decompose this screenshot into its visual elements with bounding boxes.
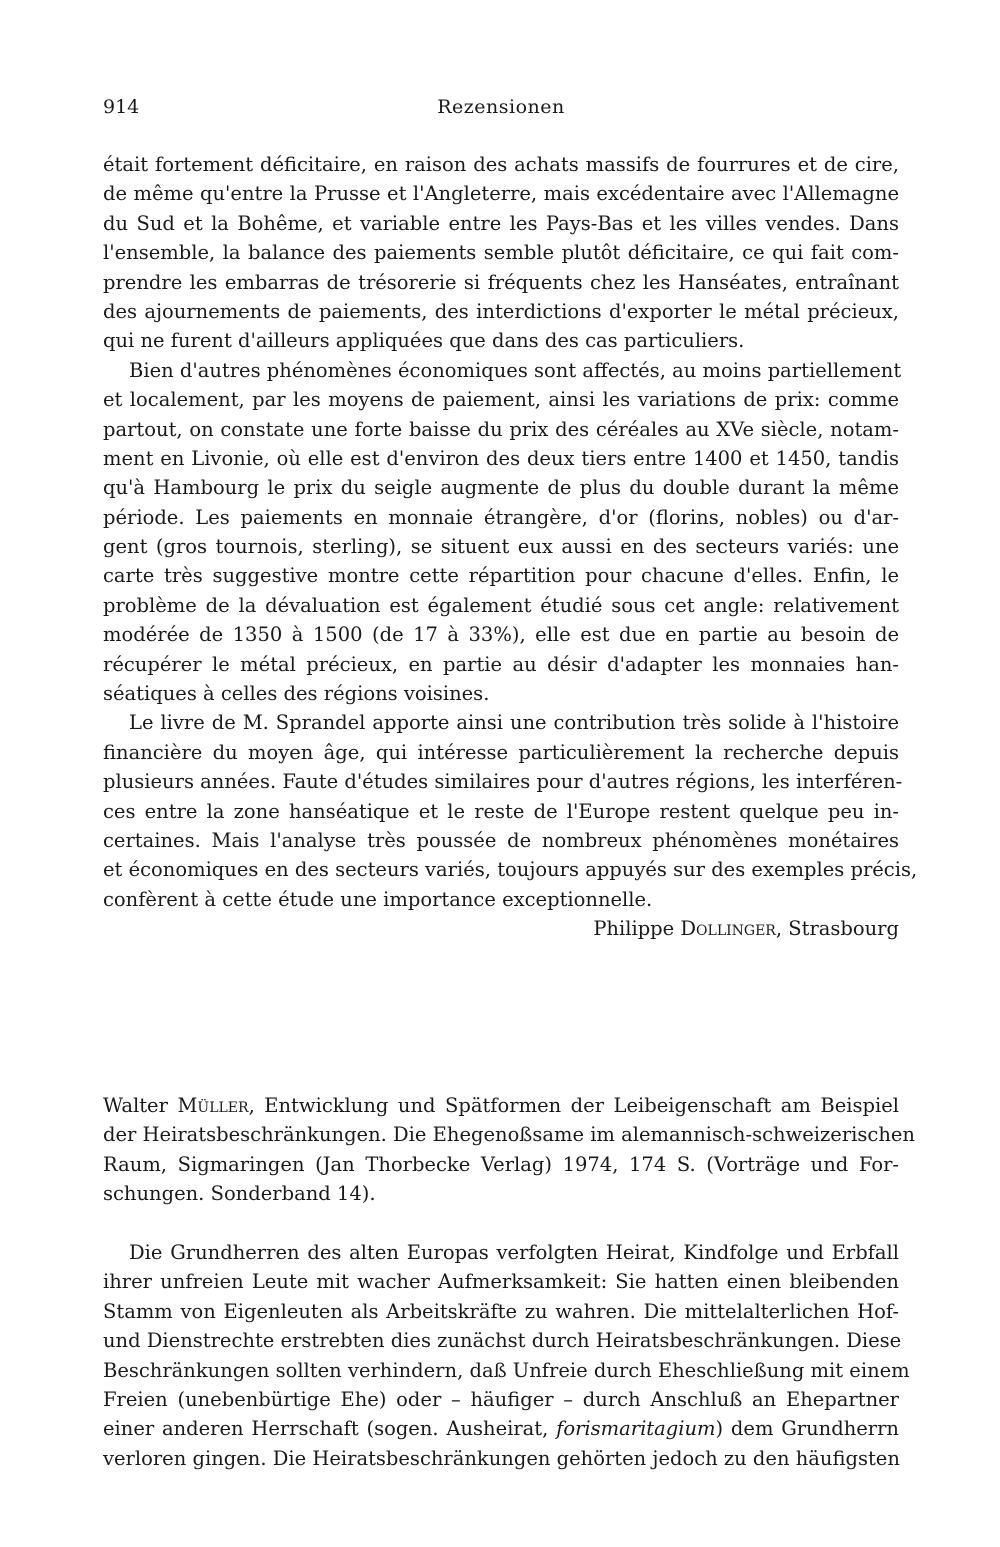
text-line: Bien d'autres phénomènes économiques sont affectés, au moins partiellement [129,358,902,382]
text-line: Stamm von Eigenleuten als Arbeitskräfte zu wahren. Die mittelalterlichen Hof- [103,1299,899,1323]
author-surname: Müller [177,1094,249,1117]
page-header [103,96,899,122]
text-line: période. Les paiements en monnaie étrangère, d'or (florins, nobles) ou d'ar- [103,505,899,529]
text-line: séatiques à celles des régions voisines. [103,682,490,706]
text-line: de même qu'entre la Prusse et l'Angleterre, mais excédentaire avec l'Allemagne [103,182,899,206]
paragraph [103,356,902,709]
text-line: était fortement déficitaire, en raison des achats massifs de fourrures et de cire, [103,153,899,176]
text-line: verloren gingen. Die Heiratsbeschränkungen gehörten jedoch zu den häufigsten [103,1446,900,1470]
text-segment: ) dem Grundherrn [715,1417,899,1441]
citation-title-start: , Entwicklung und Spätformen der Leibeigenschaft am Beispiel [248,1094,900,1117]
paragraph [103,150,899,356]
review-mueller-citation [103,1091,915,1209]
text-line: modérée de 1350 à 1500 (de 17 à 33%), elle est due en partie au besoin de [103,623,899,647]
reviewer-place: , Strasbourg [775,917,899,941]
text-line: Le livre de M. Sprandel apporte ainsi une contribution très solide à l'histoire [129,711,899,735]
text-line: problème de la dévaluation est également étudié sous cet angle: relativement [103,593,899,617]
text-line: qu'à Hambourg le prix du seigle augmente de plus du double durant la même [103,476,899,500]
text-line: confèrent à cette étude une importance exceptionnelle. [103,887,653,911]
text-line [103,1414,899,1443]
paragraph [103,708,918,914]
page-number: 914 [103,96,140,118]
text-line: récupérer le métal précieux, en partie au désir d'adapter les monnaies han- [103,652,899,676]
text-line: l'ensemble, la balance des paiements semble plutôt déficitaire, ce qui fait com- [103,241,899,265]
running-title: Rezensionen [437,96,565,118]
text-line: ment en Livonie, où elle est d'environ des deux tiers entre 1400 et 1450, tandis [103,446,899,470]
text-line: Beschränkungen sollten verhindern, daß Unfreie durch Eheschließung mit einem [103,1358,910,1382]
text-line: ces entre la zone hanséatique et le reste de l'Europe restent quelque peu in- [103,799,899,823]
text-line: gent (gros tournois, sterling), se situent eux aussi en des secteurs variés: une [103,535,899,559]
latin-term: forismaritagium [556,1417,716,1441]
text-line: et économiques en des secteurs variés, toujours appuyés sur des exemples précis, [103,858,918,882]
citation-line [103,1091,899,1120]
author-first-name: Walter [103,1094,168,1117]
text-line: Freien (unebenbürtige Ehe) oder – häufiger – durch Anschluß an Ehepartner [103,1387,899,1411]
reviewer-surname: Dollinger [680,917,776,941]
text-line: carte très suggestive montre cette répartition pour chacune d'elles. Enfin, le [103,564,899,588]
text-line: und Dienstrechte erstrebten dies zunächst durch Heiratsbeschränkungen. Diese [103,1329,902,1353]
text-line: plusieurs années. Faute d'études similaires pour d'autres régions, les interféren- [103,770,903,794]
text-line: Die Grundherren des alten Europas verfolgten Heirat, Kindfolge und Erbfall [129,1241,899,1264]
text-line: et localement, par les moyens de paiement, ainsi les variations de prix: comme [103,388,899,412]
reviewer-first-name: Philippe [593,917,675,941]
reviewer-signature [103,914,899,943]
text-segment: einer anderen Herrschaft (sogen. Ausheirat, [103,1417,557,1441]
citation-line: schungen. Sonderband 14). [103,1182,376,1206]
text-line: certaines. Mais l'analyse très poussée de nombreux phénomènes monétaires [103,828,899,852]
review-mueller-text [103,1238,910,1473]
text-line: prendre les embarras de trésorerie si fréquents chez les Hanséates, entraînant [103,270,899,294]
citation-line: Raum, Sigmaringen (Jan Thorbecke Verlag) 1974, 174 S. (Vorträge und For- [103,1152,899,1176]
text-line: ihrer unfreien Leute mit wacher Aufmerksamkeit: Sie hatten einen bleibenden [103,1270,899,1294]
text-line: du Sud et la Bohême, et variable entre les Pays-Bas et les villes vendes. Dans [103,211,899,235]
text-line: financière du moyen âge, qui intéresse particulièrement la recherche depuis [103,740,899,764]
citation-line: der Heiratsbeschränkungen. Die Ehegenoßsame im alemannisch-schweizerischen [103,1123,915,1147]
text-line: partout, on constate une forte baisse du prix des céréales au XVe siècle, notam- [103,417,899,441]
text-line: qui ne furent d'ailleurs appliquées que dans des cas particuliers. [103,329,745,353]
text-line: des ajournements de paiements, des interdictions d'exporter le métal précieux, [103,299,899,323]
review-sprandel-continuation [103,150,918,944]
